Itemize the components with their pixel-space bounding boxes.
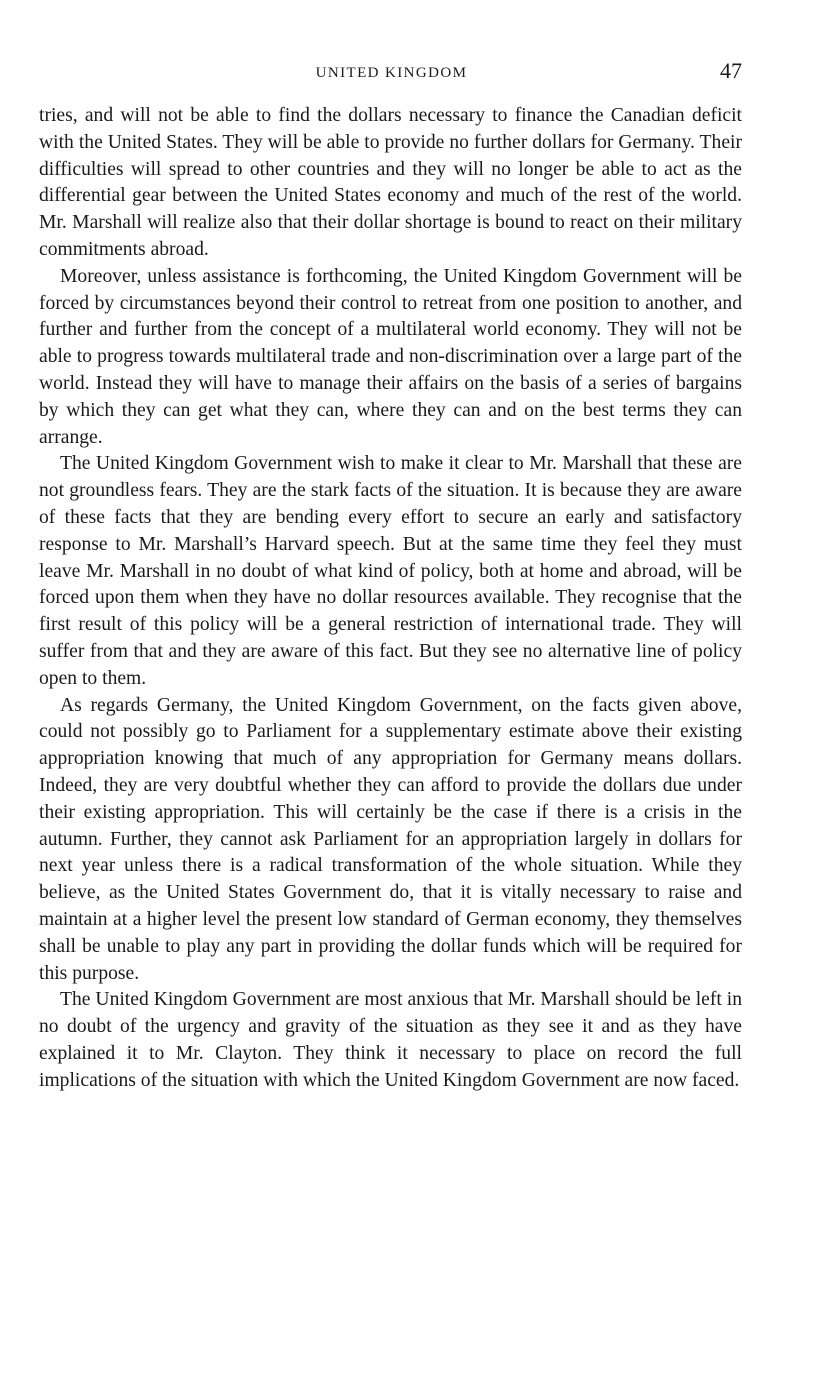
body-text (39, 103, 742, 1094)
page-number: 47 (720, 58, 742, 83)
document-page (39, 56, 742, 1094)
paragraph: The United Kingdom Government wish to make it clear to Mr. Marshall that these are not groundless fears. They are the stark facts of the situation. It is because they are aware of these facts that they are bending every effort to secure an early and satisfactory response to Mr. Marshall’s Harvard speech. But at the same time they feel they must leave Mr. Marshall in no doubt of what kind of policy, both at home and abroad, will be forced upon them when they have no dollar resources available. They recognise that the first result of this policy will be a general restriction of international trade. They will suffer from that and they are aware of this fact. But they see no alternative line of policy open to them. (39, 453, 742, 689)
paragraph: Moreover, unless assistance is forthcoming, the United Kingdom Government will be forced by circumstances beyond their control to retreat from one position to another, and further and further from the concept of a multilateral world economy. They will not be able to progress towards multilateral trade and non-discrimination over a large part of the world. Instead they will have to manage their affairs on the basis of a series of bargains by which they can get what they can, where they can and on the best terms they can arrange. (39, 265, 742, 448)
paragraph-continued: tries, and will not be able to find the dollars necessary to finance the Canadian deficit with the United States. They will be able to provide no further dollars for Germany. Their difficulties will spread to other countries and they will no longer be able to act as the differential gear between the United States economy and much of the rest of the world. Mr. Marshall will realize also that their dollar shortage is bound to react on their military commitments abroad. (39, 105, 742, 260)
running-header (39, 56, 742, 88)
paragraph: As regards Germany, the United Kingdom Government, on the facts given above, could not possibly go to Parliament for a supplementary estimate above their existing appropriation knowing that much of any appropriation for Germany means dollars. Indeed, they are very doubtful whether they can afford to provide the dollars due under their existing appropriation. This will certainly be the case if there is a crisis in the autumn. Further, they cannot ask Parliament for an appropriation largely in dollars for next year unless there is a radical transformation of the whole situation. While they believe, as the United States Government do, that it is vitally necessary to raise and maintain at a higher level the present low standard of German economy, they themselves shall be unable to play any part in providing the dollar funds which will be required for this purpose. (39, 694, 742, 984)
paragraph: The United Kingdom Government are most anxious that Mr. Marshall should be left in no doubt of the urgency and gravity of the situation as they see it and as they have explained it to Mr. Clayton. They think it necessary to place on record the full implications of the situation with which the United Kingdom Government are now faced. (39, 989, 742, 1091)
running-title: UNITED KINGDOM (315, 65, 468, 81)
